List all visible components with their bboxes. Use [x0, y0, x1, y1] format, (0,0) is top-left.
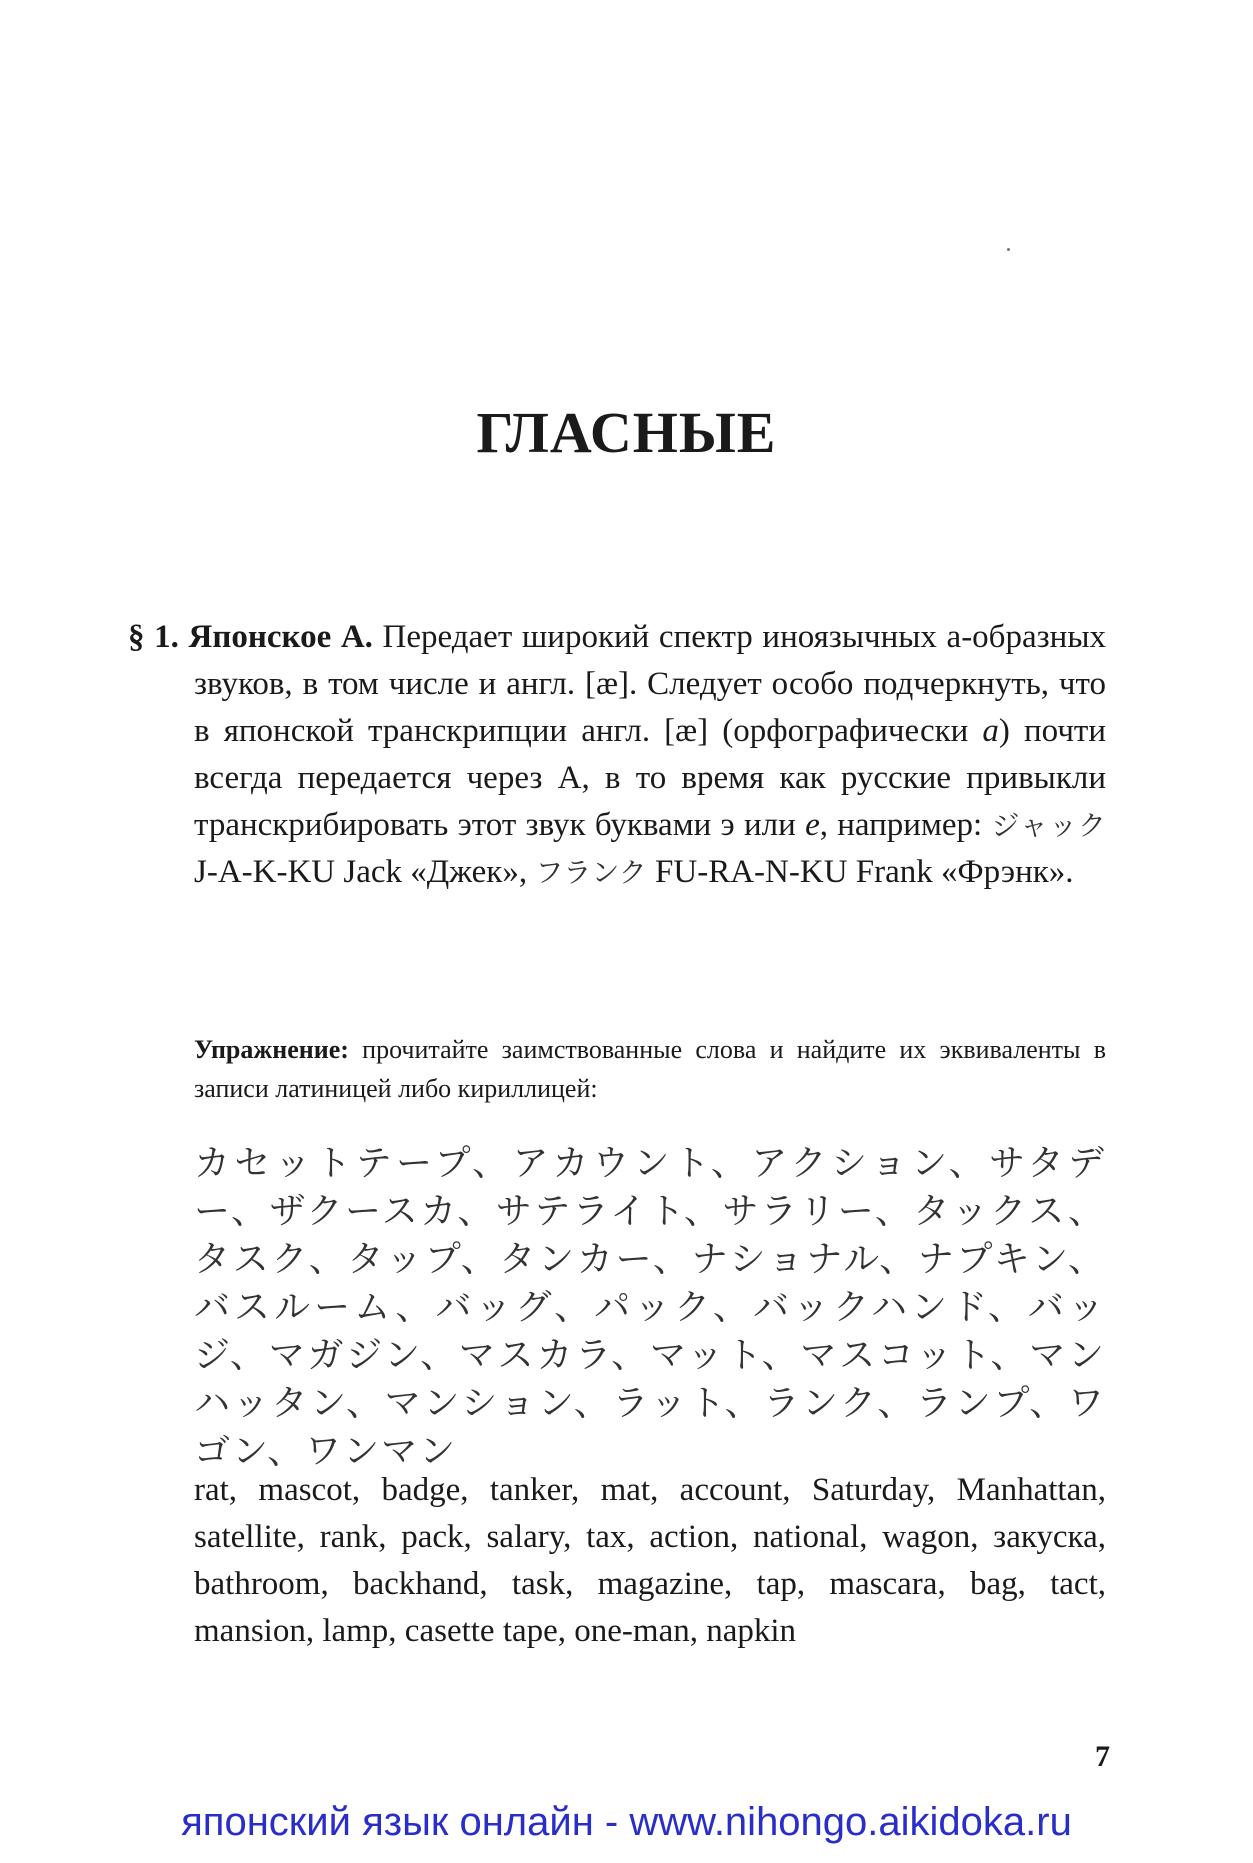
- footer-watermark-link[interactable]: японский язык онлайн - www.nihongo.aikidoka.ru: [181, 1800, 1072, 1844]
- page-number: 7: [1095, 1740, 1110, 1773]
- section-text-3: , например:: [819, 807, 992, 843]
- exercise-text: прочитайте заимствованные слова и найдите их эквиваленты в записи латиницей либо кириллицей:: [194, 1035, 1106, 1103]
- italic-a: а: [982, 713, 999, 749]
- katakana-frank: フランク: [535, 856, 647, 889]
- katakana-word-list: カセットテープ、アカウント、アクション、サタデー、ザクースカ、サテライト、サラリー、タックス、タスク、タップ、タンカー、ナショナル、ナプキン、バスルーム、バッグ、パック、バックハンド、バッジ、マガジン、マスカラ、マット、マスコット、マンハッタン、マンション、ラット、ランク、ランプ、ワゴン、ワンマン: [194, 1143, 1106, 1472]
- katakana-jack: ジャック: [991, 809, 1106, 842]
- chapter-title: ГЛАСНЫЕ: [476, 400, 777, 465]
- section-text-1: Передает широкий спектр иноязычных а-образных звуков, в том числе и англ. [æ]. Следует особо подчеркнуть, что в японской транскрипции англ. [æ] (орфографически: [194, 619, 1106, 749]
- section-text-2: ) почти всегда передается через А, в то время как русские привыкли транскрибировать этот звук буквами э или: [194, 713, 1106, 843]
- italic-e: е: [805, 807, 820, 843]
- section-text-4: J-A-K-KU Jack «Джек»,: [194, 854, 536, 890]
- section-heading: Японское А.: [188, 619, 373, 655]
- section-1: [128, 614, 1106, 896]
- section-text-5: FU-RA-N-KU Frank «Фрэнк».: [646, 854, 1074, 890]
- scan-speck: [1007, 248, 1010, 251]
- section-number: § 1.: [128, 619, 179, 655]
- latin-word-list: rat, mascot, badge, tanker, mat, account, Saturday, Manhattan, satellite, rank, pack, salary, tax, action, national, wagon, закуска, bathroom, backhand, task, magazine, tap, mascara, bag, tact, mansion, lamp, casette tape, one-man, napkin: [194, 1472, 1106, 1649]
- section-paragraph: [128, 614, 1106, 896]
- exercise-label: Упражнение:: [194, 1035, 349, 1064]
- exercise-instruction: [194, 1030, 1106, 1108]
